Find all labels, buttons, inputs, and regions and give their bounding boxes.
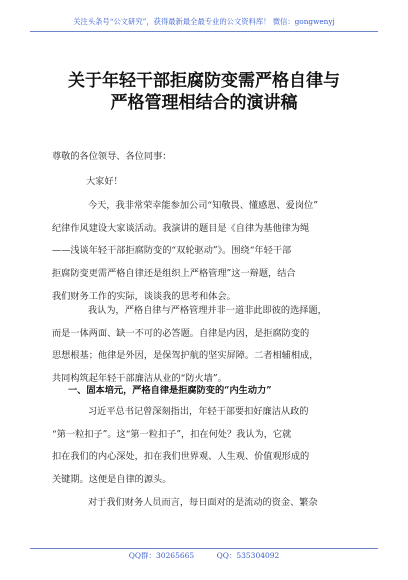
paragraph-line: 思想根基；他律是外因，是保驾护航的坚实屏障。二者相辅相成， (52, 350, 319, 362)
footer-qq-group: QQ群：30265665 (128, 551, 195, 560)
header-divider (30, 31, 378, 32)
footer-divider (30, 548, 378, 549)
section-heading-1: 一、固本培元，严格自律是拒腐防变的“内生动力” (68, 385, 272, 396)
document-title (20, 70, 388, 114)
footer-qq: QQ：535304092 (216, 551, 280, 560)
paragraph-line: 习近平总书记曾深刻指出，年轻干部要扣好廉洁从政的 (88, 406, 309, 417)
paragraph-line: 拒腐防变更需严格自律还是组织上严格管理”这一辩题，结合 (52, 268, 296, 280)
paragraph-line: 我认为，严格自律与严格管理并非一道非此即彼的选择题， (88, 305, 327, 316)
title-line-1: 关于年轻干部拒腐防变需严格自律与 (68, 71, 340, 91)
paragraph-line: 我们财务工作的实际，谈谈我的思考和体会。 (52, 290, 236, 302)
paragraph-line: 扣在我们的内心深处，扣在我们世界观、人生观、价值观形成的 (52, 451, 310, 463)
paragraph-line: 今天，我非常荣幸能参加公司“知敬畏、懂感恩、爱岗位” (88, 200, 318, 211)
page-header-banner: 关注头条号“公文研究”，获得最新最全最专业的公文资料库！ 微信：gongwenyj (73, 17, 335, 26)
salutation: 尊敬的各位领导、各位同事： (52, 151, 172, 162)
paragraph-line: 关键期。这便是自律的源头。 (52, 474, 172, 486)
page-footer (0, 551, 408, 561)
paragraph-line: 对于我们财务人员而言，每日面对的是流动的资金、繁杂 (88, 496, 318, 508)
paragraph-line: “第一粒扣子”。这“第一粒扣子”，扣在何处？我认为，它就 (52, 428, 292, 440)
paragraph-line: 纪律作风建设大家谈活动。我演讲的题目是《自律为基他律为绳 (52, 222, 310, 234)
paragraph-line: ——浅谈年轻干部拒腐防变的“双轮驱动”》。围绕“年轻干部 (52, 245, 292, 257)
paragraph-2 (52, 300, 364, 391)
paragraph-line: 而是一体两面、缺一不可的必答题。自律是内因，是拒腐防变的 (52, 327, 310, 339)
greeting: 大家好！ (86, 176, 123, 187)
title-line-2: 严格管理相结合的演讲稿 (110, 93, 298, 113)
paragraph-line: 共同构筑起年轻干部廉洁从业的“防火墙”。 (52, 373, 227, 385)
paragraph-3 (52, 401, 364, 514)
paragraph-1 (52, 195, 364, 308)
